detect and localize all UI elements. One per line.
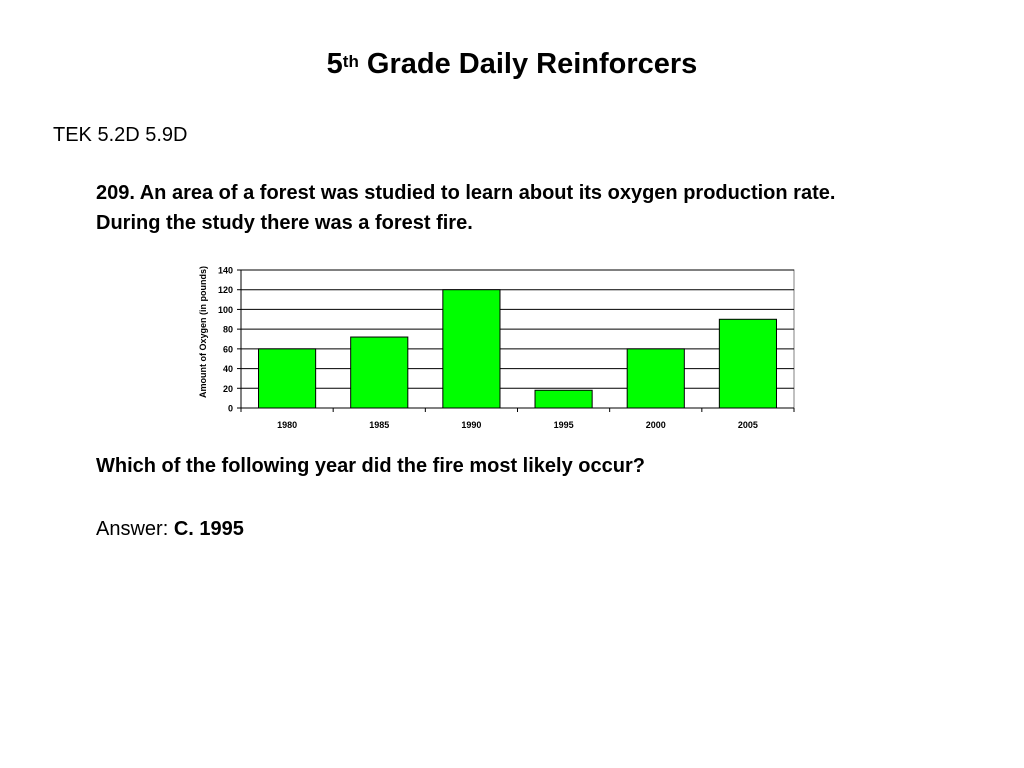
bar-1995: [535, 390, 592, 408]
title-number: 5: [326, 48, 343, 80]
x-tick-label: 2005: [737, 420, 758, 430]
plot-area: [241, 270, 794, 408]
x-tick-label: 1995: [553, 420, 574, 430]
answer-value: C. 1995: [173, 518, 244, 540]
slide-title: [0, 48, 1024, 81]
y-tick-label: 80: [222, 324, 233, 335]
y-tick-label: 100: [217, 304, 233, 315]
question-text: 209. An area of a forest was studied to learn about its oxygen production rate. During the study there was a forest fire.: [96, 182, 836, 234]
chart-x-ticks: [277, 420, 758, 430]
bar-1980: [259, 349, 316, 408]
y-tick-label: 20: [222, 383, 233, 394]
bar-1985: [351, 337, 408, 408]
prompt-text: Which of the following year did the fire most likely occur?: [96, 455, 645, 477]
bar-2000: [627, 349, 684, 408]
chart-grid: [241, 270, 794, 408]
x-tick-label: 1990: [461, 420, 482, 430]
y-tick-label: 0: [227, 403, 233, 414]
y-axis-label: Amount of Oxygen (in pounds): [198, 266, 208, 398]
title-text: Grade Daily Reinforcers: [358, 48, 698, 80]
x-tick-label: 1980: [277, 420, 298, 430]
chart-y-ticks: [218, 266, 233, 414]
title-superscript: th: [342, 52, 359, 71]
answer-label: Answer:: [96, 518, 174, 540]
bar-1990: [443, 290, 500, 408]
tek-label: TEK 5.2D 5.9D: [53, 124, 188, 146]
x-tick-label: 2000: [645, 420, 666, 430]
y-tick-label: 40: [222, 364, 233, 375]
y-tick-label: 140: [217, 265, 233, 276]
y-tick-label: 60: [222, 344, 233, 355]
answer-line: [96, 518, 244, 541]
x-tick-label: 1985: [369, 420, 390, 430]
oxygen-bar-chart: [190, 252, 810, 442]
bar-2005: [719, 319, 776, 408]
y-tick-label: 120: [217, 285, 233, 296]
